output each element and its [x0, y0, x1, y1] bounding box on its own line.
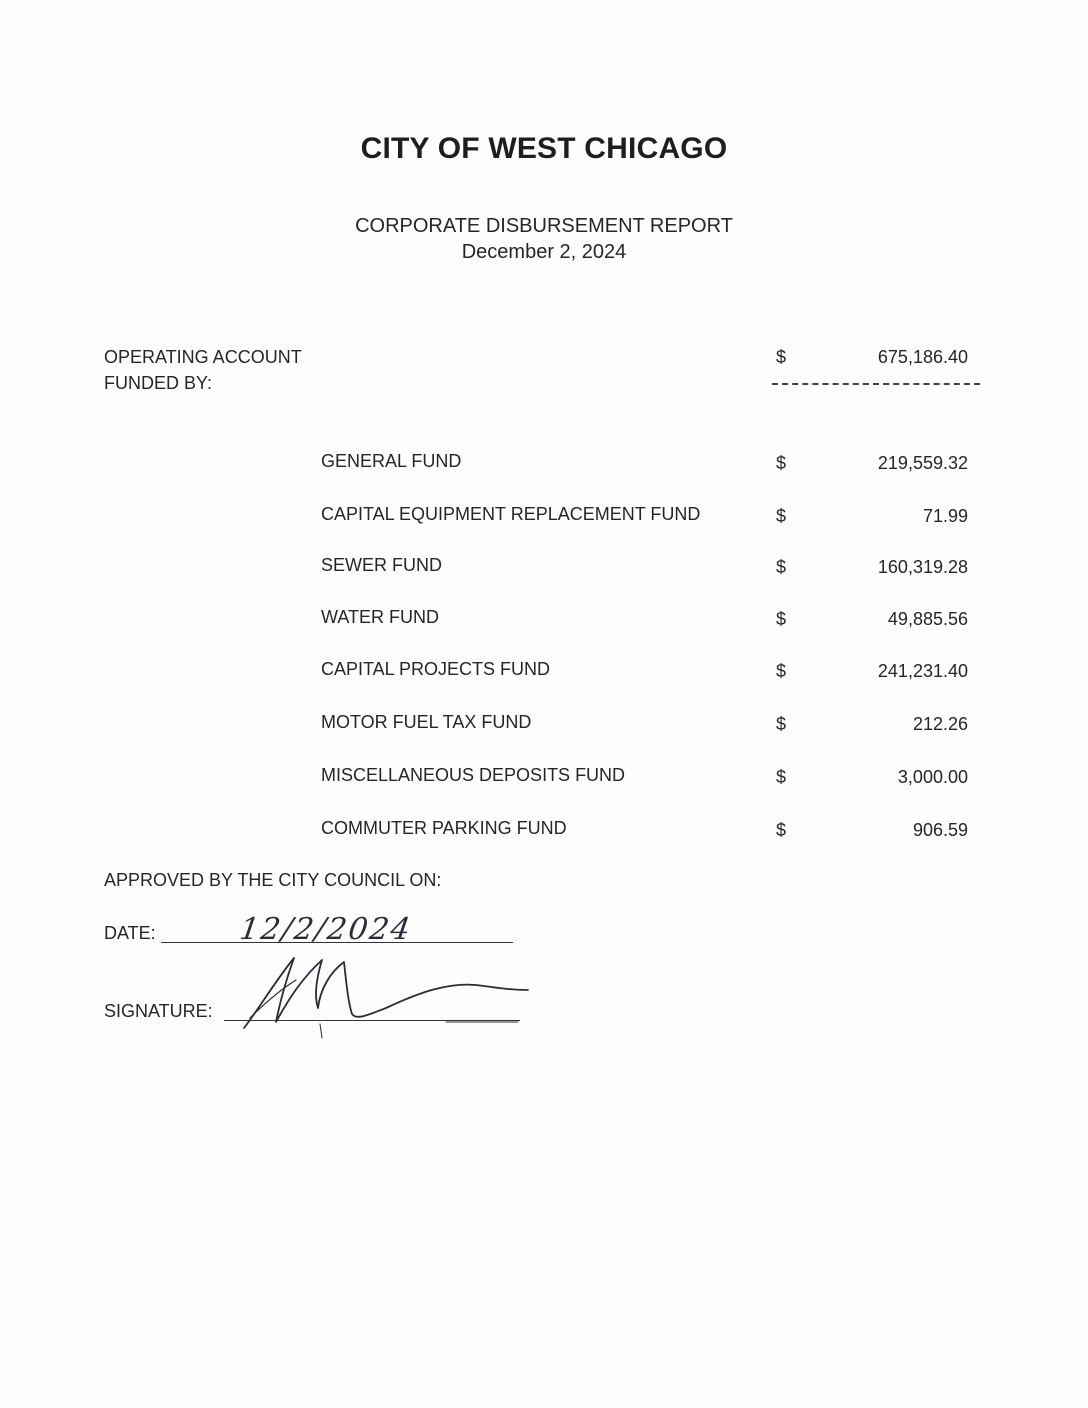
fund-name: MOTOR FUEL TAX FUND — [321, 712, 532, 732]
fund-name: GENERAL FUND — [321, 451, 462, 471]
fund-amount: 212.26 — [912, 714, 968, 734]
fund-row — [0, 818, 1088, 844]
fund-amount: 3,000.00 — [897, 767, 968, 787]
fund-amount: 71.99 — [922, 506, 968, 526]
fund-currency-symbol: $ — [776, 820, 787, 840]
fund-amount: 241,231.40 — [877, 661, 968, 681]
date-label: DATE: — [104, 923, 156, 943]
fund-amount: 906.59 — [912, 820, 968, 840]
fund-row — [0, 607, 1088, 633]
fund-row — [0, 451, 1088, 477]
fund-row — [0, 712, 1088, 738]
operating-account-amount: 675,186.40 — [877, 347, 968, 367]
fund-name: COMMUTER PARKING FUND — [321, 818, 567, 838]
fund-row — [0, 555, 1088, 581]
fund-currency-symbol: $ — [776, 661, 787, 681]
fund-row — [0, 504, 1088, 530]
fund-currency-symbol: $ — [776, 609, 787, 629]
operating-account-title: OPERATING ACCOUNT — [104, 347, 302, 367]
handwritten-signature — [236, 950, 536, 1040]
signature-label: SIGNATURE: — [104, 1001, 213, 1021]
fund-row — [0, 659, 1088, 685]
report-name: CORPORATE DISBURSEMENT REPORT — [355, 215, 733, 237]
total-dashed-rule — [772, 383, 980, 385]
report-date: December 2, 2024 — [461, 241, 627, 263]
funded-by-label: FUNDED BY: — [104, 373, 213, 393]
approval-heading: APPROVED BY THE CITY COUNCIL ON: — [104, 870, 442, 890]
fund-currency-symbol: $ — [776, 557, 787, 577]
fund-name: SEWER FUND — [321, 555, 442, 575]
operating-account-label — [104, 344, 302, 396]
handwritten-date: 12/2/2024 — [237, 912, 415, 947]
operating-currency-symbol: $ — [776, 347, 787, 367]
fund-amount: 219,559.32 — [877, 453, 968, 473]
fund-currency-symbol: $ — [776, 714, 787, 734]
fund-currency-symbol: $ — [776, 767, 787, 787]
fund-name: CAPITAL PROJECTS FUND — [321, 659, 551, 679]
fund-amount: 49,885.56 — [887, 609, 968, 629]
page-title: CITY OF WEST CHICAGO — [360, 132, 728, 165]
fund-currency-symbol: $ — [776, 453, 787, 473]
fund-currency-symbol: $ — [776, 506, 787, 526]
fund-name: WATER FUND — [321, 607, 439, 627]
fund-name: CAPITAL EQUIPMENT REPLACEMENT FUND — [321, 504, 701, 524]
fund-amount: 160,319.28 — [877, 557, 968, 577]
fund-name: MISCELLANEOUS DEPOSITS FUND — [321, 765, 626, 785]
fund-row — [0, 765, 1088, 791]
report-subtitle — [0, 213, 1088, 265]
